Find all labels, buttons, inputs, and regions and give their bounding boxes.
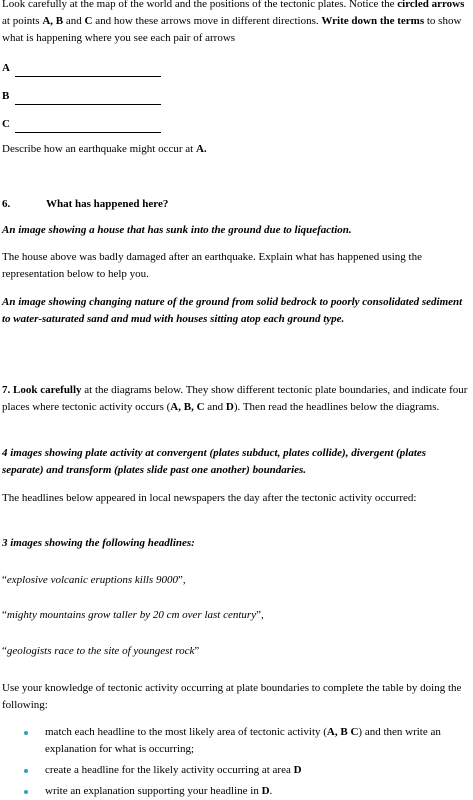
answer-blank[interactable] — [15, 93, 161, 105]
q6-image-note-ground: An image showing changing nature of the ground from solid bedrock to poorly consolidated sediment to water-saturated sand and mud with houses sitting atop each ground type. — [2, 296, 463, 325]
q7-instructions: Use your knowledge of tectonic activity occurring at plate boundaries to complete the table by doing the following: — [2, 682, 462, 711]
answer-blank[interactable] — [15, 121, 161, 133]
bullet-icon — [24, 769, 28, 773]
instruction-item: match each headline to the most likely area of tectonic activity (A, B C) and then write an explanation for what is occurring; — [2, 724, 469, 758]
q6-image-note-house: An image showing a house that has sunk into the ground due to liquefaction. — [2, 224, 352, 236]
q6-body: The house above was badly damaged after an earthquake. Explain what has happened using the representation below to help you. — [2, 251, 422, 280]
instruction-list-2 — [2, 762, 469, 779]
q7-headlines-note: 3 images showing the following headlines: — [2, 537, 195, 549]
answer-line-a[interactable]: A — [2, 60, 469, 77]
q7-headlines-intro: The headlines below appeared in local newspapers the day after the tectonic activity occurred: — [2, 492, 417, 504]
question-6-heading: 6. What has happened here? — [2, 198, 169, 210]
instruction-list-3 — [2, 783, 469, 800]
intro-paragraph: Look carefully at the map of the world and the positions of the tectonic plates. Notice the circled arrows at points A, B and C and how these arrows move in different directions. Write down the terms to show what is happening where you see each pair of arrows — [2, 0, 465, 44]
answer-line-b[interactable]: B — [2, 88, 469, 105]
question-7-paragraph: 7. Look carefully at the diagrams below. They show different tectonic plate boundaries, and indicate four places where tectonic activity occurs (A, B, C and D). Then read the headlines below the diagrams. — [2, 384, 468, 413]
headline-2: “mighty mountains grow taller by 20 cm over last century”, — [2, 609, 264, 621]
headline-3: “geologists race to the site of youngest rock” — [2, 645, 200, 657]
instruction-item: write an explanation supporting your headline in D. — [2, 783, 469, 800]
q7-image-note-boundaries: 4 images showing plate activity at convergent (plates subduct, plates collide), divergent (plates separate) and transform (plates slide past one another) boundaries. — [2, 447, 427, 476]
answer-line-c[interactable]: C — [2, 116, 469, 133]
instruction-item: create a headline for the likely activity occurring at area D — [2, 762, 469, 779]
answer-blank[interactable] — [15, 65, 161, 77]
bullet-icon — [24, 790, 28, 794]
bullet-icon — [24, 731, 28, 735]
describe-prompt: Describe how an earthquake might occur at A. — [2, 143, 207, 155]
instruction-list — [2, 724, 469, 758]
headline-1: “explosive volcanic eruptions kills 9000”, — [2, 574, 186, 586]
